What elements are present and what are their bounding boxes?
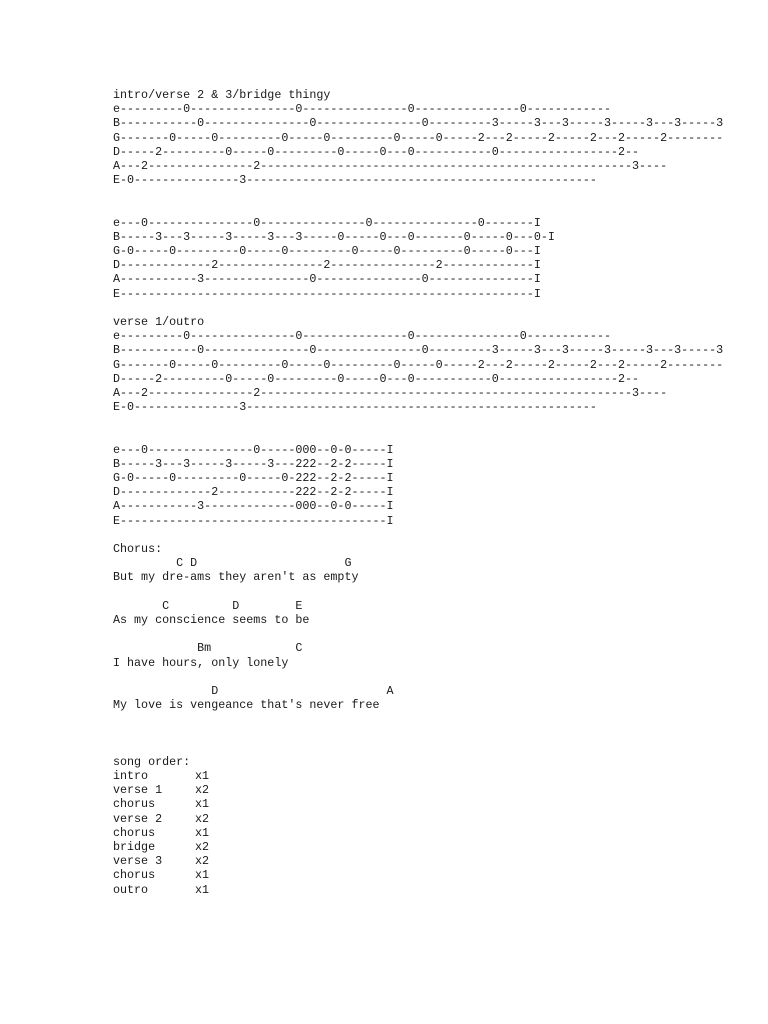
lyric-line: I have hours, only lonely: [113, 655, 289, 670]
song-order-part: outro: [113, 882, 149, 897]
tab-line: e---0---------------0-----000--0-0-----I: [113, 442, 394, 457]
song-order-part: chorus: [113, 797, 156, 812]
lyric-line: My love is vengeance that's never free: [113, 698, 380, 713]
song-order-list: [113, 769, 753, 897]
section-heading-verse1: verse 1/outro: [113, 315, 205, 329]
song-order-count: x2: [195, 783, 210, 798]
tab-line: A---2---------------2-----------------------------------------------------3----: [113, 385, 668, 400]
song-order-item: [113, 868, 753, 882]
song-order-count: x1: [195, 825, 210, 840]
tab-line: B-----------0---------------0---------------0---------3-----3---3-----3-----3---3-----3: [113, 116, 724, 131]
tab-line: E-0---------------3--------------------------------------------------: [113, 173, 597, 188]
tab-line: B-----3---3-----3-----3---3-----0-----0---0-------0-----0---0-I: [113, 229, 555, 244]
song-order-item: [113, 769, 753, 783]
tab-line: E-0---------------3--------------------------------------------------: [113, 400, 597, 415]
song-order-count: x2: [195, 854, 210, 869]
lyric-line: As my conscience seems to be: [113, 612, 310, 627]
chord-line: C D E: [113, 598, 303, 613]
tab-line: G-------0-----0---------0-----0---------0-----0-----2---2-----2-----2---2-----2--------: [113, 130, 724, 145]
tab-line: E--------------------------------------I: [113, 513, 394, 528]
section-heading-song-order: song order:: [113, 754, 191, 769]
tab-line: D-----2---------0-----0---------0-----0---0-----------0-----------------2--: [113, 371, 640, 386]
section-heading-intro: intro/verse 2 & 3/bridge thingy: [113, 88, 331, 102]
tab-line: E-----------------------------------------------------------I: [113, 286, 541, 301]
section-heading-chorus: Chorus:: [113, 542, 163, 556]
song-order-count: x1: [195, 868, 210, 883]
chord-line: D A: [113, 683, 394, 698]
song-order-count: x2: [195, 811, 210, 826]
song-order-part: chorus: [113, 868, 156, 883]
tab-line: D-------------2---------------2---------------2-------------I: [113, 258, 541, 273]
tab-document: [113, 88, 753, 897]
song-order-item: [113, 840, 753, 854]
chord-line: C D G: [113, 556, 352, 571]
song-order-count: x1: [195, 797, 210, 812]
lyric-line: But my dre-ams they aren't as empty: [113, 570, 359, 585]
song-order-part: verse 1: [113, 783, 163, 798]
tab-line: B-----3---3-----3-----3---222--2-2-----I: [113, 456, 394, 471]
tab-line: e---------0---------------0---------------0---------------0------------: [113, 102, 611, 117]
song-order-part: bridge: [113, 839, 156, 854]
song-order-item: [113, 826, 753, 840]
tab-line: G-0-----0---------0-----0---------0-----0---------0-----0---I: [113, 244, 541, 259]
song-order-item: [113, 783, 753, 797]
tab-line: e---------0---------------0---------------0---------------0------------: [113, 329, 611, 344]
chord-line: Bm C: [113, 641, 303, 656]
tab-line: G-0-----0---------0-----0-222--2-2-----I: [113, 471, 394, 486]
song-order-part: verse 2: [113, 811, 163, 826]
song-order-part: verse 3: [113, 854, 163, 869]
tab-line: A-----------3---------------0---------------0---------------I: [113, 272, 541, 287]
song-order-part: chorus: [113, 825, 156, 840]
tab-line: D-----2---------0-----0---------0-----0---0-----------0-----------------2--: [113, 144, 640, 159]
song-order-count: x1: [195, 769, 210, 783]
song-order-item: [113, 883, 753, 897]
tab-line: G-------0-----0---------0-----0---------0-----0-----2---2-----2-----2---2-----2--------: [113, 357, 724, 372]
song-order-item: [113, 797, 753, 811]
tab-line: A-----------3-------------000--0-0-----I: [113, 499, 394, 514]
song-order-item: [113, 812, 753, 826]
tab-line: e---0---------------0---------------0---------------0-------I: [113, 215, 541, 230]
song-order-count: x2: [195, 839, 210, 854]
tab-line: D-------------2-----------222--2-2-----I: [113, 485, 394, 500]
tab-line: B-----------0---------------0---------------0---------3-----3---3-----3-----3---3-----3: [113, 343, 724, 358]
song-order-count: x1: [195, 882, 210, 897]
tab-line: A---2---------------2-----------------------------------------------------3----: [113, 158, 668, 173]
song-order-item: [113, 854, 753, 868]
song-order-part: intro: [113, 769, 149, 783]
